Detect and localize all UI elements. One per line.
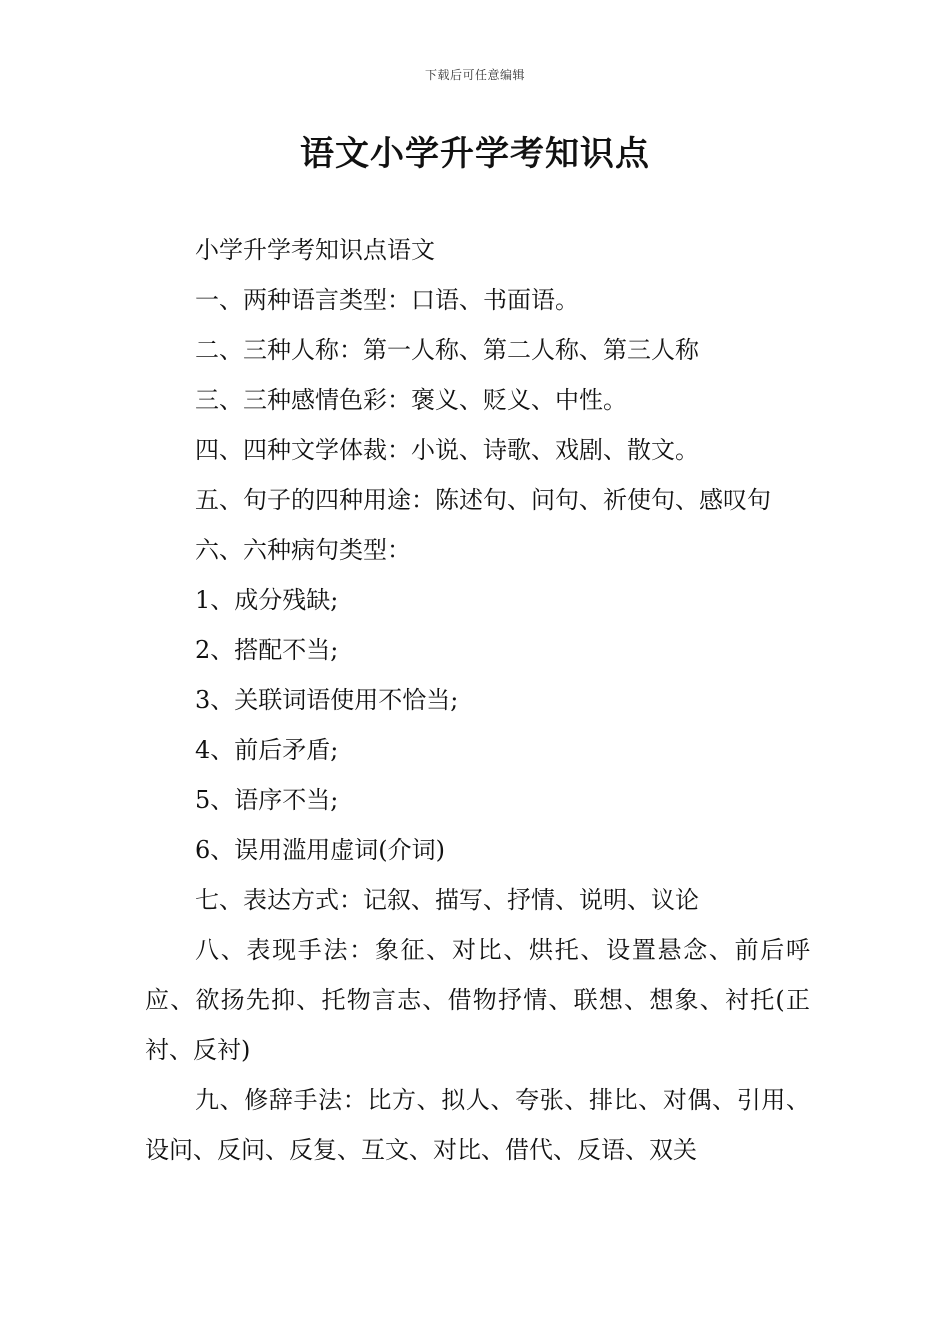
document-body [145,225,810,1175]
paragraph: 六、六种病句类型： [195,536,411,564]
list-item: 2、搭配不当; [195,636,339,664]
list-item: 6、误用滥用虚词(介词) [195,836,445,864]
paragraph: 二、三种人称：第一人称、第二人称、第三人称 [195,336,699,364]
paragraph: 小学升学考知识点语文 [195,236,435,264]
document-title: 语文小学升学考知识点 [300,134,650,174]
header-note: 下载后可任意编辑 [424,68,525,82]
paragraph: 九、修辞手法：比方、拟人、夸张、排比、对偶、引用、设问、反问、反复、互文、对比、借代、反语、双关 [145,1086,810,1164]
paragraph: 七、表达方式：记叙、描写、抒情、说明、议论 [195,886,699,914]
paragraph: 一、两种语言类型：口语、书面语。 [195,286,579,314]
list-item: 3、关联词语使用不恰当; [195,686,459,714]
paragraph: 四、四种文学体裁：小说、诗歌、戏剧、散文。 [195,436,699,464]
paragraph: 五、句子的四种用途：陈述句、问句、祈使句、感叹句 [195,486,771,514]
list-item: 1、成分残缺; [195,586,339,614]
paragraph: 三、三种感情色彩：褒义、贬义、中性。 [195,386,627,414]
list-item: 4、前后矛盾; [195,736,339,764]
paragraph: 八、表现手法：象征、对比、烘托、设置悬念、前后呼应、欲扬先抑、托物言志、借物抒情、联想、想象、衬托(正衬、反衬) [145,936,810,1064]
list-item: 5、语序不当; [195,786,339,814]
